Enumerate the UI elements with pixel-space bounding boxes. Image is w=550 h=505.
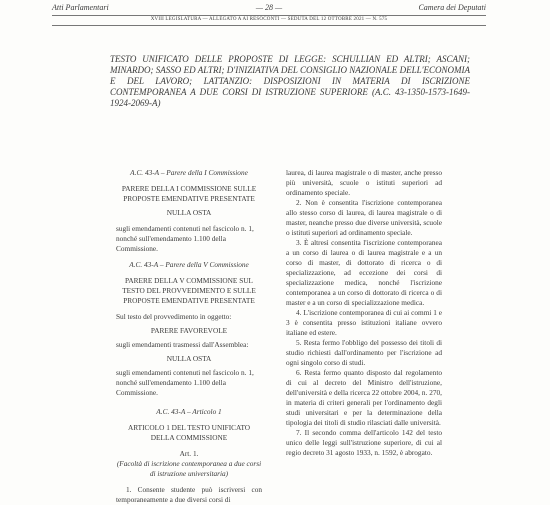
right-column bbox=[286, 168, 442, 458]
article-paragraph: 6. Resta fermo quanto disposto dal regolamento di cui al decreto del Ministro dell'istruzione, dell'università e della ricerca 22 ottobre 2004, n. 270, in materia di criteri generali per l'ordinamento degli studi universitari e per la determinazione della tipologia dei titoli di studio rilasciati dalle università. bbox=[286, 368, 442, 427]
article-rubric: (Facoltà di iscrizione contemporanea a due corsi di istruzione universitaria) bbox=[116, 459, 262, 478]
body-paragraph: sugli emendamenti contenuti nel fascicolo n. 1, nonché sull'emendamento 1.100 della Commissione. bbox=[116, 224, 254, 253]
opinion-label: NULLA OSTA bbox=[166, 208, 212, 217]
page-header bbox=[52, 3, 486, 14]
article-paragraph: 7. Il secondo comma dell'articolo 142 del testo unico delle leggi sull'istruzione superiore, di cui al regio decreto 31 agosto 1933, n. 1592, è abrogato. bbox=[286, 428, 442, 457]
header-rule-top bbox=[52, 15, 486, 16]
page-number: — 28 — bbox=[255, 3, 283, 12]
opinion-label: NULLA OSTA bbox=[166, 354, 212, 363]
article-paragraph: 4. L'iscrizione contemporanea di cui ai commi 1 e 3 è consentita presso istituzioni italiane ovvero italiane ed estere. bbox=[286, 308, 442, 337]
header-rule-bottom bbox=[52, 25, 486, 26]
header-subline: XVIII LEGISLATURA — ALLEGATO A AI RESOCONTI — SEDUTA DEL 12 OTTOBRE 2021 — N. 575 bbox=[150, 17, 388, 22]
body-paragraph: sugli emendamenti trasmessi dall'Assemblea: bbox=[116, 340, 249, 349]
section-heading: A.C. 43-A – Parere della V Commissione bbox=[129, 260, 249, 269]
left-column bbox=[116, 168, 262, 505]
header-right: Camera dei Deputati bbox=[418, 3, 486, 12]
opinion-heading: PARERE DELLA V COMMISSIONE SUL TESTO DEL PROVVEDIMENTO E SULLE PROPOSTE EMENDATIVE PRESENTATE bbox=[122, 276, 256, 305]
article-paragraph: 1. Consente studente può iscriversi con temporaneamente a due diversi corsi di bbox=[116, 485, 262, 504]
header-left: Atti Parlamentari bbox=[52, 3, 109, 12]
section-heading: A.C. 43-A – Parere della I Commissione bbox=[130, 168, 248, 177]
opinion-heading: PARERE DELLA I COMMISSIONE SULLE PROPOSTE EMENDATIVE PRESENTATE bbox=[121, 184, 257, 203]
article-number: Art. 1. bbox=[179, 449, 199, 458]
body-paragraph: Sul testo del provvedimento in oggetto: bbox=[116, 312, 232, 321]
article-heading: ARTICOLO 1 DEL TESTO UNIFICATO DELLA COMMISSIONE bbox=[127, 423, 251, 442]
article-paragraph: 2. Non è consentita l'iscrizione contemporanea allo stesso corso di laurea, di laurea magistrale o di master, neanche presso due diverse università, scuole o istituti superiori ad ordinamento speciale. bbox=[286, 198, 442, 237]
article-paragraph: 5. Resta fermo l'obbligo del possesso dei titoli di studio richiesti dall'ordinamento per l'iscrizione ad ogni singolo corso di studi. bbox=[286, 338, 442, 367]
article-paragraph: laurea, di laurea magistrale o di master, anche presso più università, scuole o istituti superiori ad ordinamento speciale. bbox=[286, 168, 442, 197]
opinion-label: PARERE FAVOREVOLE bbox=[150, 326, 228, 335]
section-heading: A.C. 43-A – Articolo 1 bbox=[156, 407, 222, 416]
article-paragraph: 3. È altresì consentita l'iscrizione contemporanea a un corso di laurea o di laurea magistrale e a un corso di master, di dottorato di ricerca o di specializzazione, ad eccezione dei corsi di specializzazione medica, nonché l'iscrizione contemporanea a un corso di dottorato di ricerca o di master e a un corso di specializzazione medica. bbox=[286, 238, 442, 307]
document-title: TESTO UNIFICATO DELLE PROPOSTE DI LEGGE: SCHULLIAN ED ALTRI; ASCANI; MINARDO; SASSO ED ALTRI; D'INIZIATIVA DEL CONSIGLIO NAZIONALE DELL'ECONOMIA E DEL LAVORO; LATTANZIO: DISPOSIZIONI IN MATERIA DI ISCRIZIONE CONTEMPORANEA A DUE CORSI DI ISTRUZIONE SUPERIORE (A.C. 43-1350-1573-1649-1924-2069-A) bbox=[110, 54, 470, 108]
body-paragraph: sugli emendamenti contenuti nel fascicolo n. 1, nonché sull'emendamento 1.100 della Commissione. bbox=[116, 368, 254, 397]
